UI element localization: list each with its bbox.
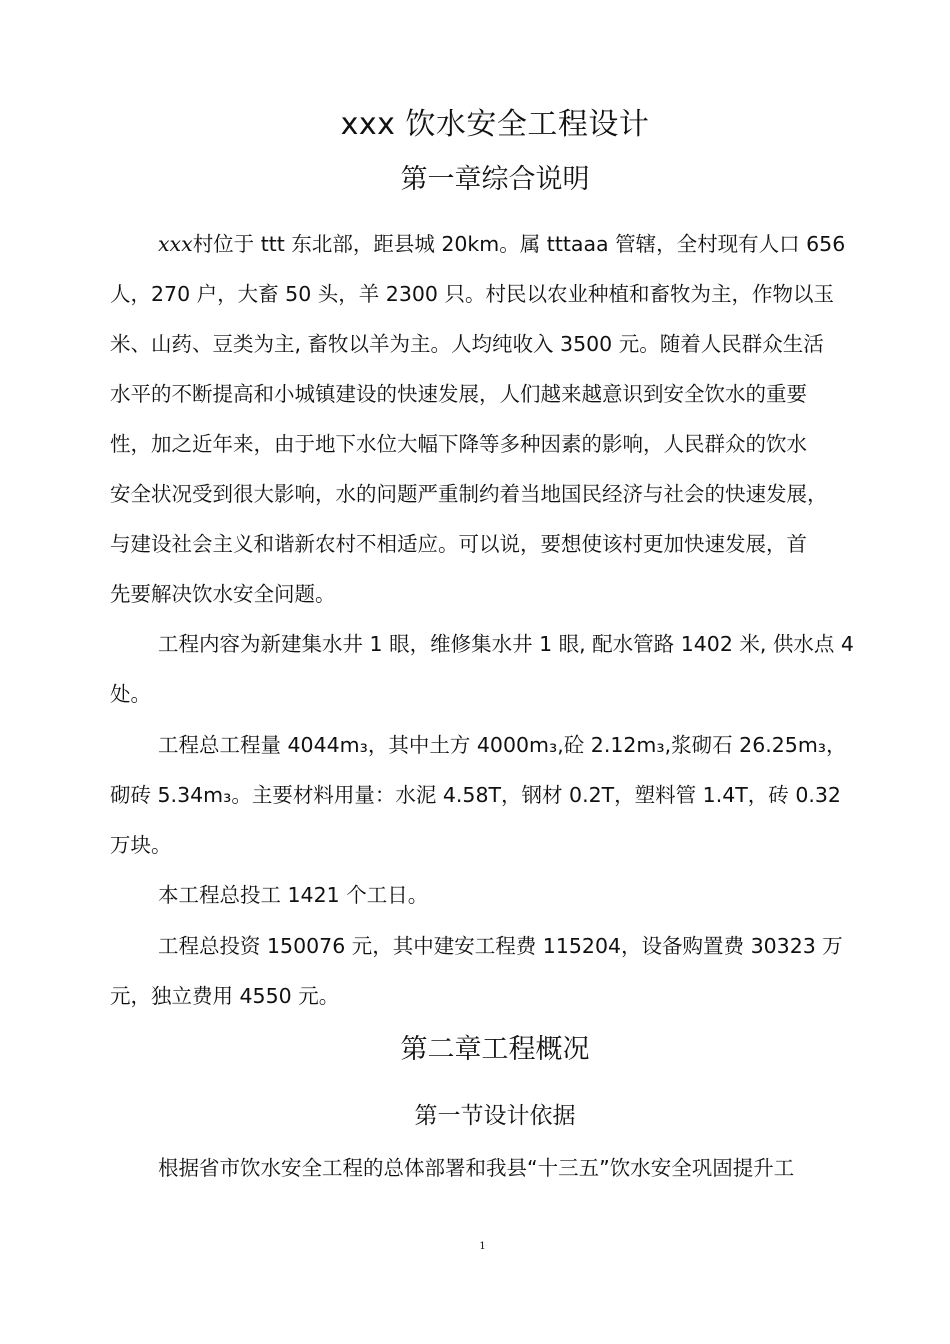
chapter-1-paragraph-1 [110, 219, 900, 619]
chapter-1-paragraph-4 [110, 870, 900, 920]
chapter-1-paragraph-3 [110, 720, 900, 870]
chapter-1-heading: 第一章综合说明 [400, 164, 590, 195]
paragraph-line: 安全状况受到很大影响，水的问题严重制约着当地国民经济与社会的快速发展， [110, 482, 828, 506]
chapter-1-paragraph-2 [110, 619, 900, 719]
paragraph-line: 本工程总投工 1421 个工日。 [158, 883, 429, 907]
document-title: xxx 饮水安全工程设计 [340, 107, 650, 142]
paragraph-line: 水平的不断提高和小城镇建设的快速发展，人们越来越意识到安全饮水的重要 [110, 382, 807, 406]
paragraph-line: 工程内容为新建集水井 1 眼，维修集水井 1 眼, 配水管路 1402 米, 供水点 4 [158, 632, 854, 656]
section-1-paragraph-1 [110, 1143, 900, 1193]
paragraph-line: 人，270 户，大畜 50 头，羊 2300 只。村民以农业种植和畜牧为主，作物以玉 [110, 282, 834, 306]
paragraph-line: 处。 [110, 682, 151, 706]
section-1-heading: 第一节设计依据 [414, 1103, 576, 1129]
paragraph-line: 根据省市饮水安全工程的总体部署和我县“十三五”饮水安全巩固提升工 [158, 1156, 795, 1180]
chapter-1-paragraph-5 [110, 921, 900, 1021]
paragraph-line: 与建设社会主义和谐新农村不相适应。可以说，要想使该村更加快速发展，首 [110, 532, 807, 556]
paragraph-line: 性，加之近年来，由于地下水位大幅下降等多种因素的影响，人民群众的饮水 [110, 432, 807, 456]
village-name: xxx [158, 232, 193, 256]
paragraph-line: 米、山药、豆类为主, 畜牧以羊为主。人均纯收入 3500 元。随着人民群众生活 [110, 332, 824, 356]
paragraph-line: 元，独立费用 4550 元。 [110, 984, 340, 1008]
paragraph-line: 工程总工程量 4044m₃，其中土方 4000m₃,砼 2.12m₃,浆砌石 26.25m₃， [158, 733, 847, 757]
paragraph-line: xxx村位于 ttt 东北部，距县城 20km。属 tttaaa 管辖，全村现有人口 656 [158, 232, 846, 256]
paragraph-line: 工程总投资 150076 元，其中建安工程费 115204，设备购置费 30323 万 [158, 934, 843, 958]
paragraph-line: 万块。 [110, 833, 172, 857]
paragraph-line: 先要解决饮水安全问题。 [110, 582, 336, 606]
paragraph-line: 砌砖 5.34m₃。主要材料用量：水泥 4.58T，钢材 0.2T，塑料管 1.4T，砖 0.32 [110, 783, 841, 807]
chapter-2-heading: 第二章工程概况 [400, 1034, 590, 1065]
page-number: 1 [479, 1241, 486, 1252]
